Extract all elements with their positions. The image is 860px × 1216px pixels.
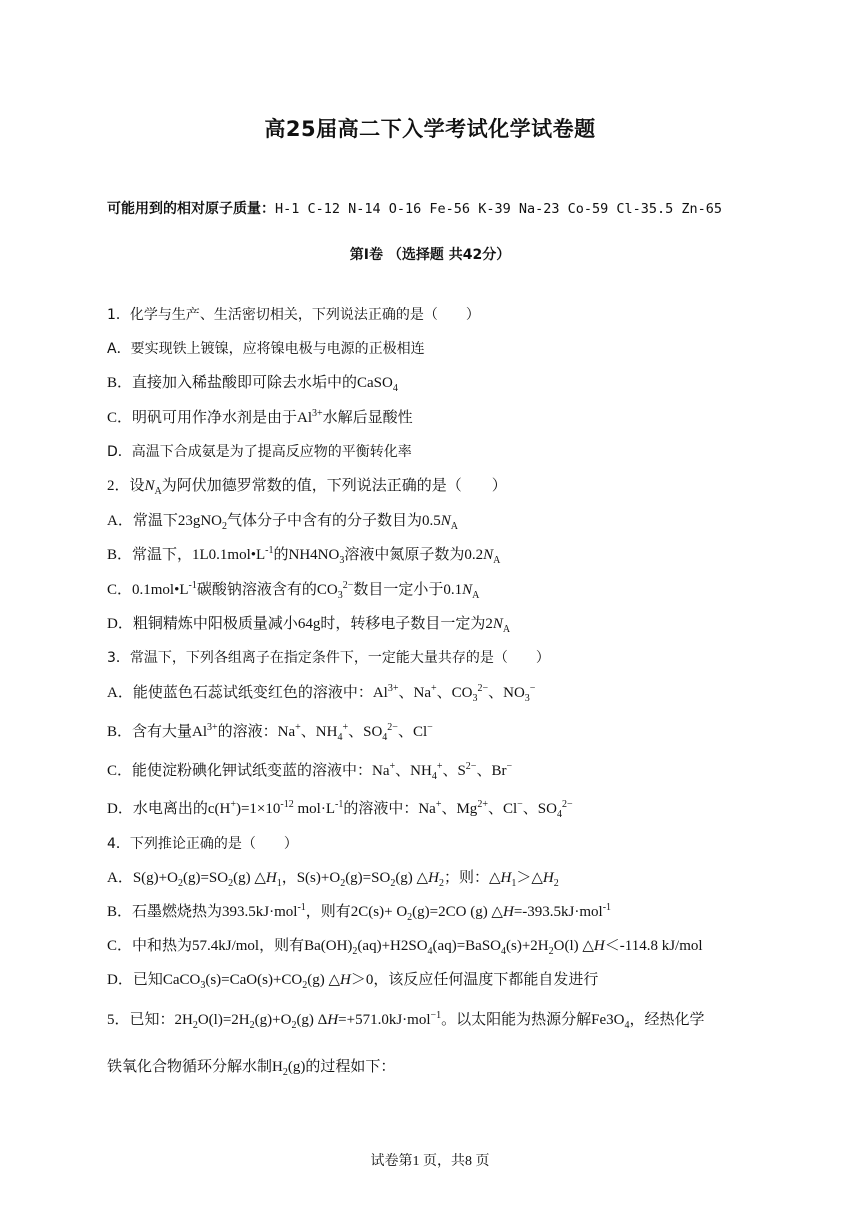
q2-stem: 2．设$N_A$为阿伏加德罗常数的值，下列说法正确的是（ ） <box>107 478 507 497</box>
q1-option-a: A．要实现铁上镀镍，应将镍电极与电源的正极相连 <box>107 341 425 357</box>
q5-line-1: 5．已知：$2H_2O(l)=2H_2(g)+O_2(g)$ ΔH=+571.0kJ·mol$^{-1}$。以太阳能为热源分解$Fe3O_4$，经热化学 <box>107 1010 705 1031</box>
q5-line-2: 铁氧化合物循环分解水制$H_2(g)$的过程如下： <box>107 1059 396 1078</box>
q2-option-d: D．粗铜精炼中阳极质量减小64g时，转移电子数目一定为$2N_A$ <box>107 616 511 635</box>
q1-option-d: D．高温下合成氨是为了提高反应物的平衡转化率 <box>107 444 412 460</box>
q3-option-c: C．能使淀粉碘化钾试纸变蓝的溶液中：Na+、$NH_4^+$、$S^{2-}$、Br− <box>107 761 513 782</box>
q4-stem: 4．下列推论正确的是（ ） <box>107 836 298 852</box>
section-heading: 第Ⅰ卷 （选择题 共42分） <box>349 247 511 263</box>
q3-option-d: D．水电离出的$c(H^+)=1\times 10^{-12}$ $mol\cdot L^{-1}$的溶液中：Na+、$Mg^{2+}$、Cl−、$SO_4^{2-}$ <box>107 799 573 820</box>
q4-option-a: A．$S(g)+O_2(g)=SO_2(g)$ $\triangle H_1$，$S(s)+O_2(g)=SO_2(g)$ $\triangle H_2$；则：$\triangle H_1>\triangle H_2$ <box>107 870 559 889</box>
q2-option-b: B．常温下，$1L0.1mol•L^{-1}$的$NH4NO_3$溶液中氮原子数为$0.2N_A$ <box>107 545 501 566</box>
q2-option-a: A．常温下23gNO$_2$气体分子中含有的分子数目为$0.5N_A$ <box>107 513 459 532</box>
atomic-masses-line <box>107 198 722 218</box>
page-footer: 试卷第1 页，共8 页 <box>370 1154 490 1169</box>
q4-option-c: C．中和热为57.4kJ/mol，则有$Ba(OH)_2(aq)+H2SO_4(aq)=BaSO_4(s)+2H_2O(l)$ △H＜-114.8 kJ/mol <box>107 938 703 957</box>
q1-option-b: B．直接加入稀盐酸即可除去水垢中的CaSO$_4$ <box>107 375 398 394</box>
q4-option-d: D．已知$CaCO_3(s)=CaO(s)+CO_2(g)$ △H＞0，该反应任何温度下都能自发进行 <box>107 972 599 991</box>
exam-title: 高25届高二下入学考试化学试卷题 <box>264 117 596 141</box>
q3-stem: 3．常温下，下列各组离子在指定条件下，一定能大量共存的是（ ） <box>107 650 550 666</box>
atomic-masses-values: H-1 C-12 N-14 O-16 Fe-56 K-39 Na-23 Co-59 Cl-35.5 Zn-65 <box>275 201 723 217</box>
q1-stem: 1．化学与生产、生活密切相关，下列说法正确的是（ ） <box>107 307 480 323</box>
q4-option-b: B．石墨燃烧热为393.5kJ·mol$^{-1}$，则有$2C(s)+ O_2(g)=2CO$ (g) △H=-393.5kJ·mol$^{-1}$ <box>107 902 612 923</box>
q3-option-a: A．能使蓝色石蕊试纸变红色的溶液中：$Al^{3+}$、Na+、$CO_3^{2-}$、$NO_3^-$ <box>107 683 536 704</box>
q2-option-c: C．$0.1mol•L^{-1}$碳酸钠溶液含有的$CO_3^{2-}$数目一定小于$0.1N_A$ <box>107 580 480 601</box>
q3-option-b: B．含有大量$Al^{3+}$的溶液：Na+、$NH_4^+$、$SO_4^{2-}$、Cl− <box>107 722 433 743</box>
atomic-masses-label: 可能用到的相对原子质量： <box>107 201 275 217</box>
q1-option-c: C．明矾可用作净水剂是由于$Al^{3+}$水解后显酸性 <box>107 408 413 426</box>
